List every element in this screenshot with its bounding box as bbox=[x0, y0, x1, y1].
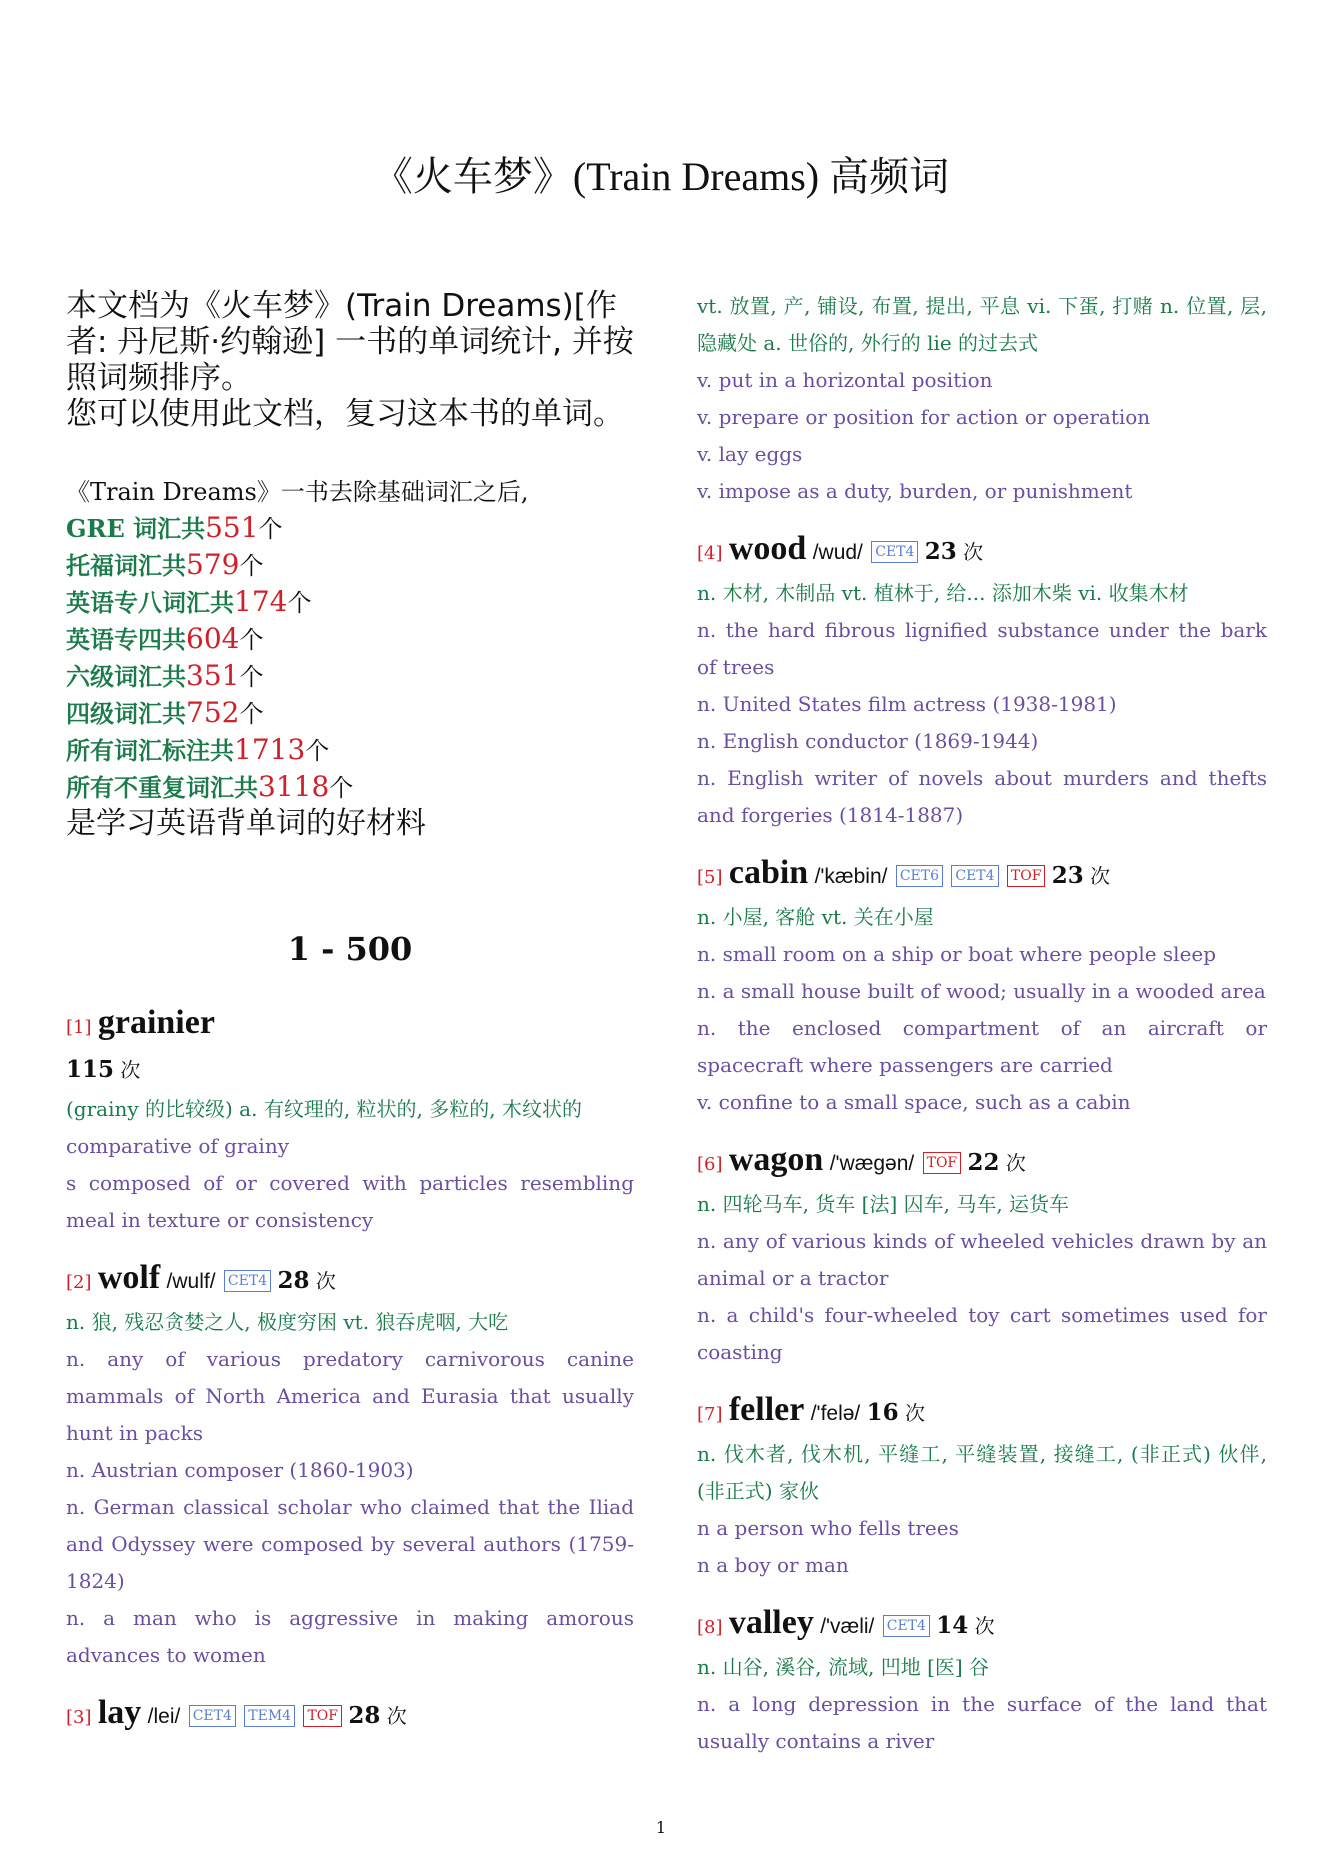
stat-unit: 个 bbox=[239, 626, 264, 654]
word-list-right bbox=[697, 528, 1267, 1760]
headword: valley bbox=[728, 1604, 814, 1641]
entry-index: [5] bbox=[697, 867, 723, 888]
definition-english: v. prepare or position for action or operation bbox=[697, 405, 1151, 429]
definition-chinese: n. 伐木者, 伐木机, 平缝工, 平缝装置, 接缝工, (非正式) 伙伴, (非正式) 家伙 bbox=[697, 1442, 1267, 1503]
frequency-unit: 次 bbox=[315, 1269, 336, 1293]
stat-row bbox=[66, 547, 634, 584]
entry-header bbox=[697, 1602, 1267, 1649]
left-column bbox=[66, 288, 634, 1757]
stat-number: 3118 bbox=[258, 770, 330, 803]
frequency-unit: 次 bbox=[974, 1614, 995, 1638]
entry-header bbox=[697, 528, 1267, 575]
frequency-unit: 次 bbox=[905, 1401, 925, 1425]
definition-english: n. German classical scholar who claimed that the Iliad and Odyssey were composed by several authors (1759-1824) bbox=[66, 1495, 634, 1593]
headword: wolf bbox=[97, 1259, 161, 1296]
stat-label: 所有词汇标注共 bbox=[66, 736, 234, 765]
definition-english: v. lay eggs bbox=[697, 442, 803, 466]
word-entry bbox=[697, 1389, 1267, 1584]
exam-tag: CET4 bbox=[951, 865, 998, 887]
definition-english: v. impose as a duty, burden, or punishment bbox=[697, 479, 1133, 503]
stat-label: 英语专四共 bbox=[66, 625, 186, 654]
definition-english: n. English writer of novels about murders and thefts and forgeries (1814-1887) bbox=[697, 766, 1267, 827]
stat-unit: 个 bbox=[258, 515, 283, 543]
frequency-count: 115 bbox=[66, 1056, 115, 1083]
stat-row bbox=[66, 769, 634, 806]
stat-label: GRE 词汇共 bbox=[66, 514, 206, 543]
stat-number: 174 bbox=[234, 585, 288, 618]
stat-label: 英语专八词汇共 bbox=[66, 588, 234, 617]
exam-tag: TOF bbox=[923, 1152, 962, 1174]
definition-english: n. the hard fibrous lignified substance under the bark of trees bbox=[697, 618, 1267, 679]
entry-header bbox=[66, 1002, 634, 1049]
definition-english: n. small room on a ship or boat where people sleep bbox=[697, 942, 1217, 966]
headword: lay bbox=[97, 1694, 142, 1731]
pronunciation: /'wægən/ bbox=[829, 1152, 915, 1175]
word-entry bbox=[697, 1139, 1267, 1371]
word-entry bbox=[66, 1692, 634, 1739]
stats-heading: 《Train Dreams》一书去除基础词汇之后, bbox=[66, 478, 529, 506]
pronunciation: /wud/ bbox=[812, 541, 863, 564]
frequency-unit: 次 bbox=[1090, 864, 1111, 888]
definition-english: n. a small house built of wood; usually in a wooded area bbox=[697, 979, 1266, 1003]
definition-english: n. English conductor (1869-1944) bbox=[697, 729, 1039, 753]
frequency-count: 28 bbox=[277, 1267, 310, 1294]
stat-row bbox=[66, 658, 634, 695]
entry-header bbox=[697, 852, 1267, 899]
stat-row bbox=[66, 695, 634, 732]
frequency-unit: 次 bbox=[386, 1704, 407, 1728]
entry-header bbox=[66, 1257, 634, 1304]
exam-tag: CET4 bbox=[871, 541, 918, 563]
headword: grainier bbox=[97, 1004, 215, 1041]
definition-chinese: vt. 放置, 产, 铺设, 布置, 提出, 平息 vi. 下蛋, 打赌 n. 位置, 层, 隐藏处 a. 世俗的, 外行的 lie 的过去式 bbox=[697, 294, 1267, 355]
word-entry bbox=[697, 528, 1267, 834]
definition-english: comparative of grainy bbox=[66, 1134, 290, 1158]
entry-index: [3] bbox=[66, 1707, 92, 1728]
entry-header bbox=[66, 1692, 634, 1739]
stat-label: 托福词汇共 bbox=[66, 551, 186, 580]
right-column bbox=[697, 288, 1267, 1778]
definition-chinese: n. 木材, 木制品 vt. 植林于, 给... 添加木柴 vi. 收集木材 bbox=[697, 581, 1189, 605]
stat-number: 579 bbox=[186, 548, 240, 581]
entry-index: [4] bbox=[697, 543, 723, 564]
word-entry bbox=[66, 1257, 634, 1674]
stats-footer: 是学习英语背单词的好材料 bbox=[66, 806, 426, 841]
stat-unit: 个 bbox=[239, 663, 264, 691]
stat-unit: 个 bbox=[239, 552, 264, 580]
headword: feller bbox=[728, 1391, 805, 1428]
definition-english: n. any of various predatory carnivorous canine mammals of North America and Eurasia that usually hunt in packs bbox=[66, 1347, 634, 1445]
definition-chinese: n. 小屋, 客舱 vt. 关在小屋 bbox=[697, 905, 934, 929]
exam-tag: CET4 bbox=[883, 1615, 930, 1637]
stats-rows bbox=[66, 510, 634, 806]
stat-number: 752 bbox=[186, 696, 240, 729]
pronunciation: /'felə/ bbox=[810, 1402, 861, 1425]
stat-unit: 个 bbox=[329, 774, 354, 802]
entry-index: [7] bbox=[697, 1404, 723, 1425]
frequency-count: 14 bbox=[936, 1612, 969, 1639]
exam-tag: CET6 bbox=[896, 865, 943, 887]
stat-number: 351 bbox=[186, 659, 240, 692]
headword: wood bbox=[728, 530, 807, 567]
intro bbox=[66, 288, 634, 432]
entry-index: [2] bbox=[66, 1272, 92, 1293]
entry-index: [8] bbox=[697, 1617, 723, 1638]
vocabulary-stats bbox=[66, 474, 634, 842]
intro-paragraph-1: 本文档为《火车梦》(Train Dreams)[作者: 丹尼斯·约翰逊] 一书的单词统计, 并按照词频排序。 bbox=[66, 288, 634, 396]
frequency-unit: 次 bbox=[1005, 1151, 1026, 1175]
stat-unit: 个 bbox=[239, 700, 264, 728]
range-heading: 1 - 500 bbox=[287, 930, 413, 968]
definition-english: v. confine to a small space, such as a cabin bbox=[697, 1090, 1131, 1114]
definition-english: n a person who fells trees bbox=[697, 1516, 959, 1540]
headword: cabin bbox=[728, 854, 809, 891]
frequency-count: 28 bbox=[348, 1702, 381, 1729]
definition-english: n. United States film actress (1938-1981) bbox=[697, 692, 1117, 716]
exam-tag: CET4 bbox=[224, 1270, 271, 1292]
stat-row bbox=[66, 584, 634, 621]
exam-tag: TOF bbox=[303, 1705, 342, 1727]
pronunciation: /lei/ bbox=[147, 1705, 181, 1728]
stat-label: 四级词汇共 bbox=[66, 699, 186, 728]
stat-row bbox=[66, 510, 634, 547]
frequency-unit: 次 bbox=[120, 1058, 141, 1082]
definition-english: n. a long depression in the surface of the land that usually contains a river bbox=[697, 1692, 1267, 1753]
exam-tag: CET4 bbox=[189, 1705, 236, 1727]
pronunciation: /wulf/ bbox=[166, 1270, 216, 1293]
entry-header bbox=[697, 1389, 1267, 1436]
intro-paragraph-2: 您可以使用此文档，复习这本书的单词。 bbox=[66, 396, 624, 432]
stat-row bbox=[66, 732, 634, 769]
pronunciation: /'væli/ bbox=[820, 1615, 875, 1638]
stat-label: 六级词汇共 bbox=[66, 662, 186, 691]
document-title: 《火车梦》(Train Dreams) 高频词 bbox=[372, 154, 950, 199]
stat-row bbox=[66, 621, 634, 658]
definition-english: n. a man who is aggressive in making amorous advances to women bbox=[66, 1606, 634, 1667]
frequency-count: 23 bbox=[1051, 862, 1084, 889]
definition-english: n a boy or man bbox=[697, 1553, 849, 1577]
stat-number: 551 bbox=[205, 511, 259, 544]
stat-unit: 个 bbox=[305, 737, 330, 765]
page-number: 1 bbox=[655, 1818, 667, 1837]
frequency-count: 23 bbox=[924, 538, 957, 565]
exam-tag: TOF bbox=[1007, 865, 1046, 887]
definition-english: n. the enclosed compartment of an aircraft or spacecraft where passengers are carried bbox=[697, 1016, 1267, 1077]
exam-tag: TEM4 bbox=[244, 1705, 295, 1727]
headword: wagon bbox=[728, 1141, 824, 1178]
pronunciation: /'kæbin/ bbox=[814, 865, 888, 888]
word-entry bbox=[66, 1002, 634, 1239]
frequency-unit: 次 bbox=[963, 540, 984, 564]
definition-chinese: n. 狼, 残忍贪婪之人, 极度穷困 vt. 狼吞虎咽, 大吃 bbox=[66, 1310, 509, 1334]
stat-number: 1713 bbox=[234, 733, 306, 766]
entry-continuation bbox=[697, 288, 1267, 510]
definition-english: v. put in a horizontal position bbox=[697, 368, 993, 392]
stat-unit: 个 bbox=[287, 589, 312, 617]
frequency-line bbox=[66, 1049, 634, 1091]
word-list-left bbox=[66, 1002, 634, 1739]
definition-english: n. any of various kinds of wheeled vehicles drawn by an animal or a tractor bbox=[697, 1229, 1267, 1290]
stat-number: 604 bbox=[186, 622, 240, 655]
definition-chinese: (grainy 的比较级) a. 有纹理的, 粒状的, 多粒的, 木纹状的 bbox=[66, 1097, 582, 1121]
word-entry bbox=[697, 1602, 1267, 1760]
frequency-count: 22 bbox=[967, 1149, 1000, 1176]
stat-label: 所有不重复词汇共 bbox=[66, 773, 258, 802]
definition-english: s composed of or covered with particles resembling meal in texture or consistency bbox=[66, 1171, 634, 1232]
frequency-count: 16 bbox=[866, 1399, 899, 1426]
entry-header bbox=[697, 1139, 1267, 1186]
definition-english: n. a child's four-wheeled toy cart sometimes used for coasting bbox=[697, 1303, 1267, 1364]
definition-chinese: n. 四轮马车, 货车 [法] 囚车, 马车, 运货车 bbox=[697, 1192, 1070, 1216]
entry-index: [6] bbox=[697, 1154, 723, 1175]
definition-chinese: n. 山谷, 溪谷, 流域, 凹地 [医] 谷 bbox=[697, 1655, 990, 1679]
entry-index: [1] bbox=[66, 1017, 92, 1038]
definition-english: n. Austrian composer (1860-1903) bbox=[66, 1458, 414, 1482]
word-entry bbox=[697, 852, 1267, 1121]
